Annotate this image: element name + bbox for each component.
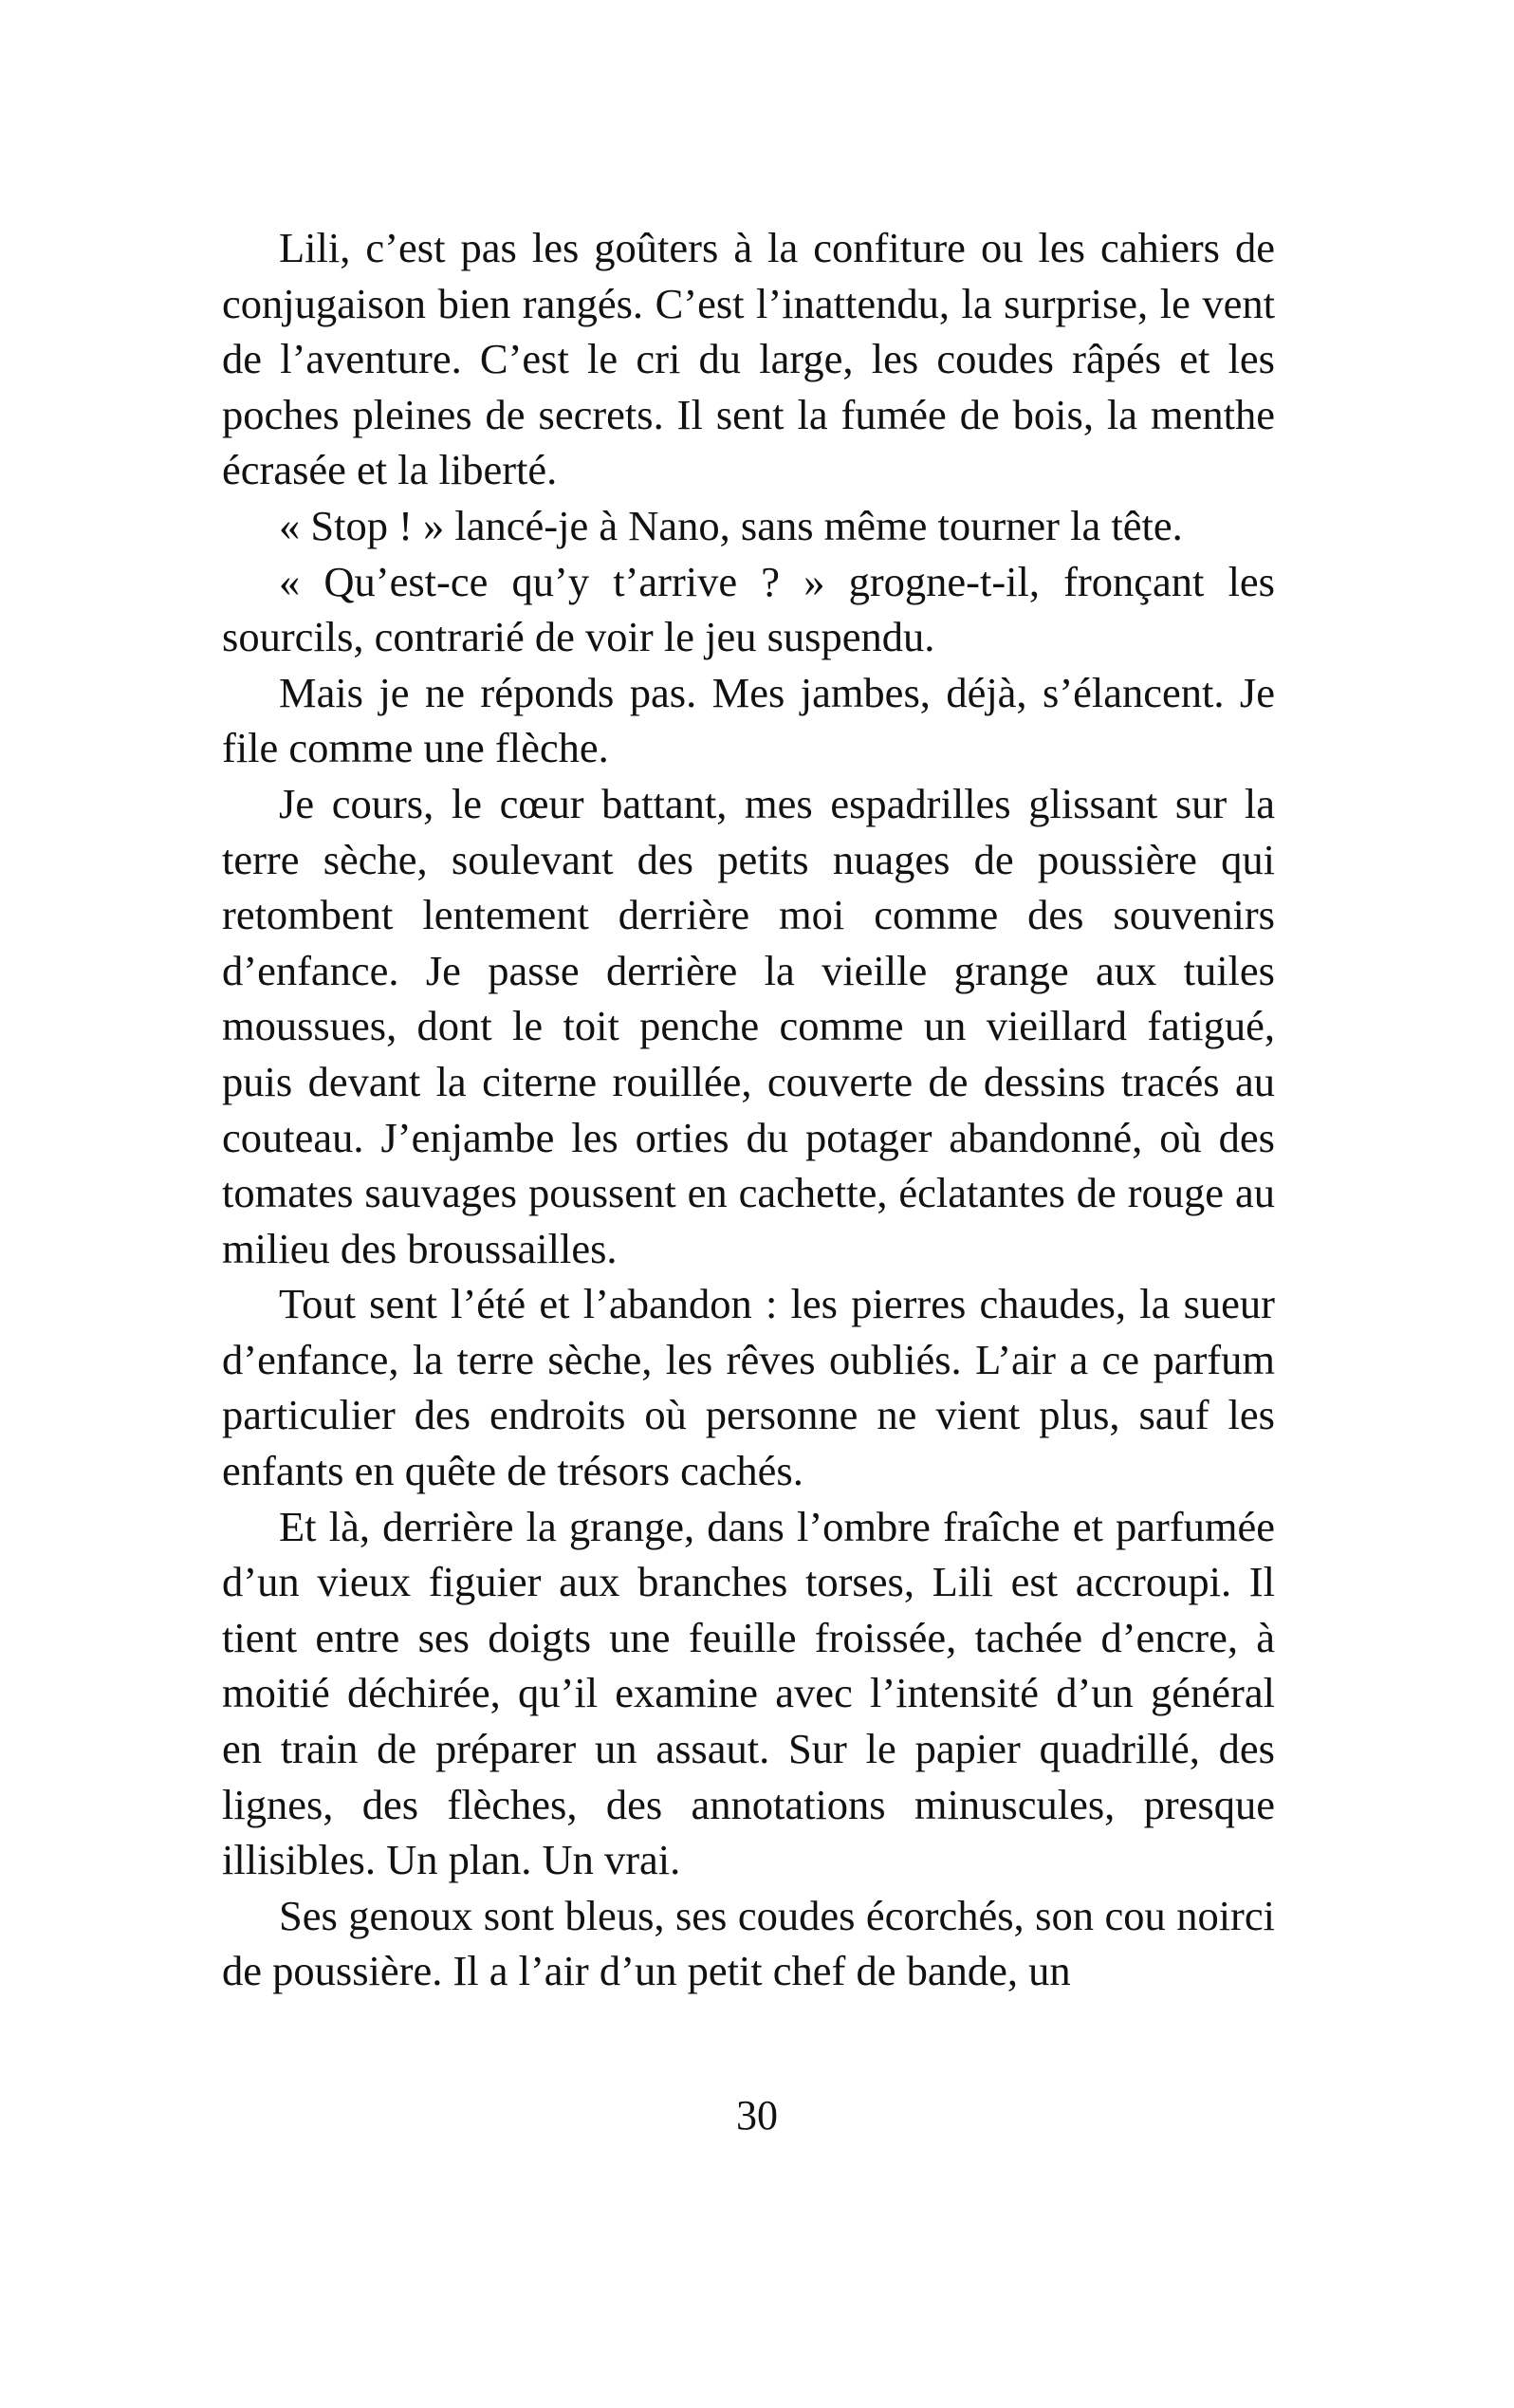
paragraph: « Qu’est-ce qu’y t’arrive ? » grogne-t-il, fronçant les sourcils, contrarié de voir le jeu suspendu. <box>222 557 1275 661</box>
page-number: 30 <box>736 2092 778 2139</box>
paragraph: Je cours, le cœur battant, mes espadrilles glissant sur la terre sèche, soulevant des petits nuages de poussière qui retombent lentement derrière moi comme des souvenirs d’enfance. Je passe derrière la vieille grange aux tuiles moussues, dont le toit penche comme un vieillard fatigué, puis devant la citerne rouillée, couverte de dessins tracés au couteau. J’enjambe les orties du potager abandonné, où des tomates sauvages poussent en cachette, éclatantes de rouge au milieu des broussailles. <box>222 779 1275 1272</box>
paragraph: Mais je ne réponds pas. Mes jambes, déjà, s’élancent. Je file comme une flèche. <box>222 668 1275 772</box>
paragraph: Et là, derrière la grange, dans l’ombre fraîche et parfumée d’un vieux figuier aux branches torses, Lili est accroupi. Il tient entre ses doigts une feuille froissée, tachée d’encre, à moitié déchirée, qu’il examine avec l’intensité d’un général en train de préparer un assaut. Sur le papier quadrillé, des lignes, des flèches, des annotations minuscules, presque illisibles. Un plan. Un vrai. <box>222 1502 1275 1884</box>
body-text <box>222 220 1275 1999</box>
paragraph: Tout sent l’été et l’abandon : les pierres chaudes, la sueur d’enfance, la terre sèche, les rêves oubliés. L’air a ce parfum particulier des endroits où personne ne vient plus, sauf les enfants en quête de trésors cachés. <box>222 1280 1275 1495</box>
paragraph: « Stop ! » lancé-je à Nano, sans même tourner la tête. <box>279 501 1183 549</box>
paragraph-last: Ses genoux sont bleus, ses coudes écorchés, son cou noirci de poussière. Il a l’air d’un petit chef de bande, un <box>222 1891 1275 1995</box>
paragraph: Lili, c’est pas les goûters à la confiture ou les cahiers de conjugaison bien rangés. C’est l’inattendu, la surprise, le vent de l’aventure. C’est le cri du large, les coudes râpés et les poches pleines de secrets. Il sent la fumée de bois, la menthe écrasée et la liberté. <box>222 224 1275 494</box>
